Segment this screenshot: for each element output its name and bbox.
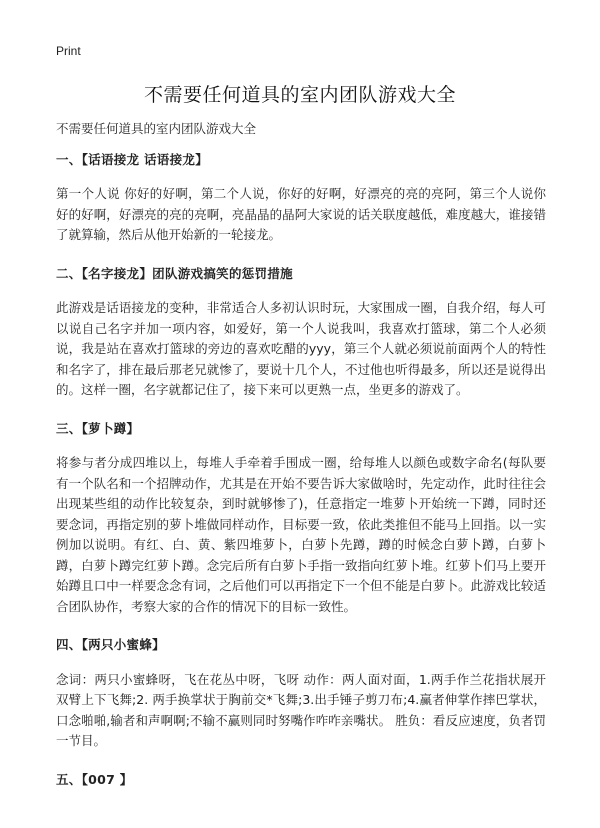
document-subtitle: 不需要任何道具的室内团队游戏大全 xyxy=(56,121,257,136)
print-link[interactable]: Print xyxy=(56,44,81,58)
section-heading-3: 三、【萝卜蹲】 xyxy=(56,420,140,436)
section-body-3: 将参与者分成四堆以上，每堆人手牵着手围成一圈，给每堆人以颜色或数字命名(每队要有一个队名和一个招牌动作，尤其是在开始不要告诉大家做啥时，先定动作，此时往往会出现某些组的动作比较复杂，到时就够惨了)，任意指定一堆萝卜开始统一下蹲，同时还要念词，再指定别的萝卜堆做同样动作，目标要一致，依此类推但不能马上回指。以一实例加以说明。有红、白、黄、紫四堆萝卜，白萝卜先蹲，蹲的时候念白萝卜蹲，白萝卜蹲，白萝卜蹲完红萝卜蹲。念完后所有白萝卜手指一致指向红萝卜堆。红萝卜们马上要开始蹲且口中一样要念念有词，之后他们可以再指定下一个但不能是白萝卜。此游戏比较适合团队协作，考察大家的合作的情况下的目标一致性。 xyxy=(56,455,546,614)
section-heading-1: 一、【话语接龙 话语接龙】 xyxy=(56,151,209,167)
page-title: 不需要任何道具的室内团队游戏大全 xyxy=(143,84,456,106)
section-body-1: 第一个人说 你好的好啊，第二个人说，你好的好啊，好漂亮的亮的亮阿，第三个人说你好的好啊，好漂亮的亮的亮啊，亮晶晶的晶阿大家说的话关联度越低，难度越大，谁接错了就算输，然后从他开始新的一轮接龙。 xyxy=(56,186,546,242)
section-heading-2: 二、【名字接龙】团队游戏搞笑的惩罚措施 xyxy=(56,265,293,281)
document-content xyxy=(56,119,546,804)
section-heading-5: 五、【007 】 xyxy=(56,771,133,787)
section-heading-4: 四、【两只小蜜蜂】 xyxy=(56,637,165,652)
section-body-4: 念词：两只小蜜蜂呀，飞在花丛中呀，飞呀 动作：两人面对面，1.两手作兰花指状展开双臂上下飞舞;2. 两手换掌状于胸前交*飞舞;3.出手锤子剪刀布;4.赢者伸掌作摔巴掌状，口念啪啪,输者和声啊啊;不输不赢则同时努嘴作咋咋亲嘴状。 胜负：看反应速度，负者罚一节目。 xyxy=(56,671,546,748)
section-body-2: 此游戏是话语接龙的变种，非常适合人多初认识时玩，大家围成一圈，自我介绍，每人可以说自己名字并加一项内容，如爱好，第一个人说我叫，我喜欢打篮球，第二个人必须说，我是站在喜欢打篮球的旁边的喜欢吃醋的yyy，第三个人就必须说前面两个人的特性和名字了，排在最后那老兄就惨了，要说十几个人，不过他也听得最多，所以还是说得出的。这样一圈，名字就都记住了，接下来可以更熟一点，坐更多的游戏了。 xyxy=(56,300,546,397)
